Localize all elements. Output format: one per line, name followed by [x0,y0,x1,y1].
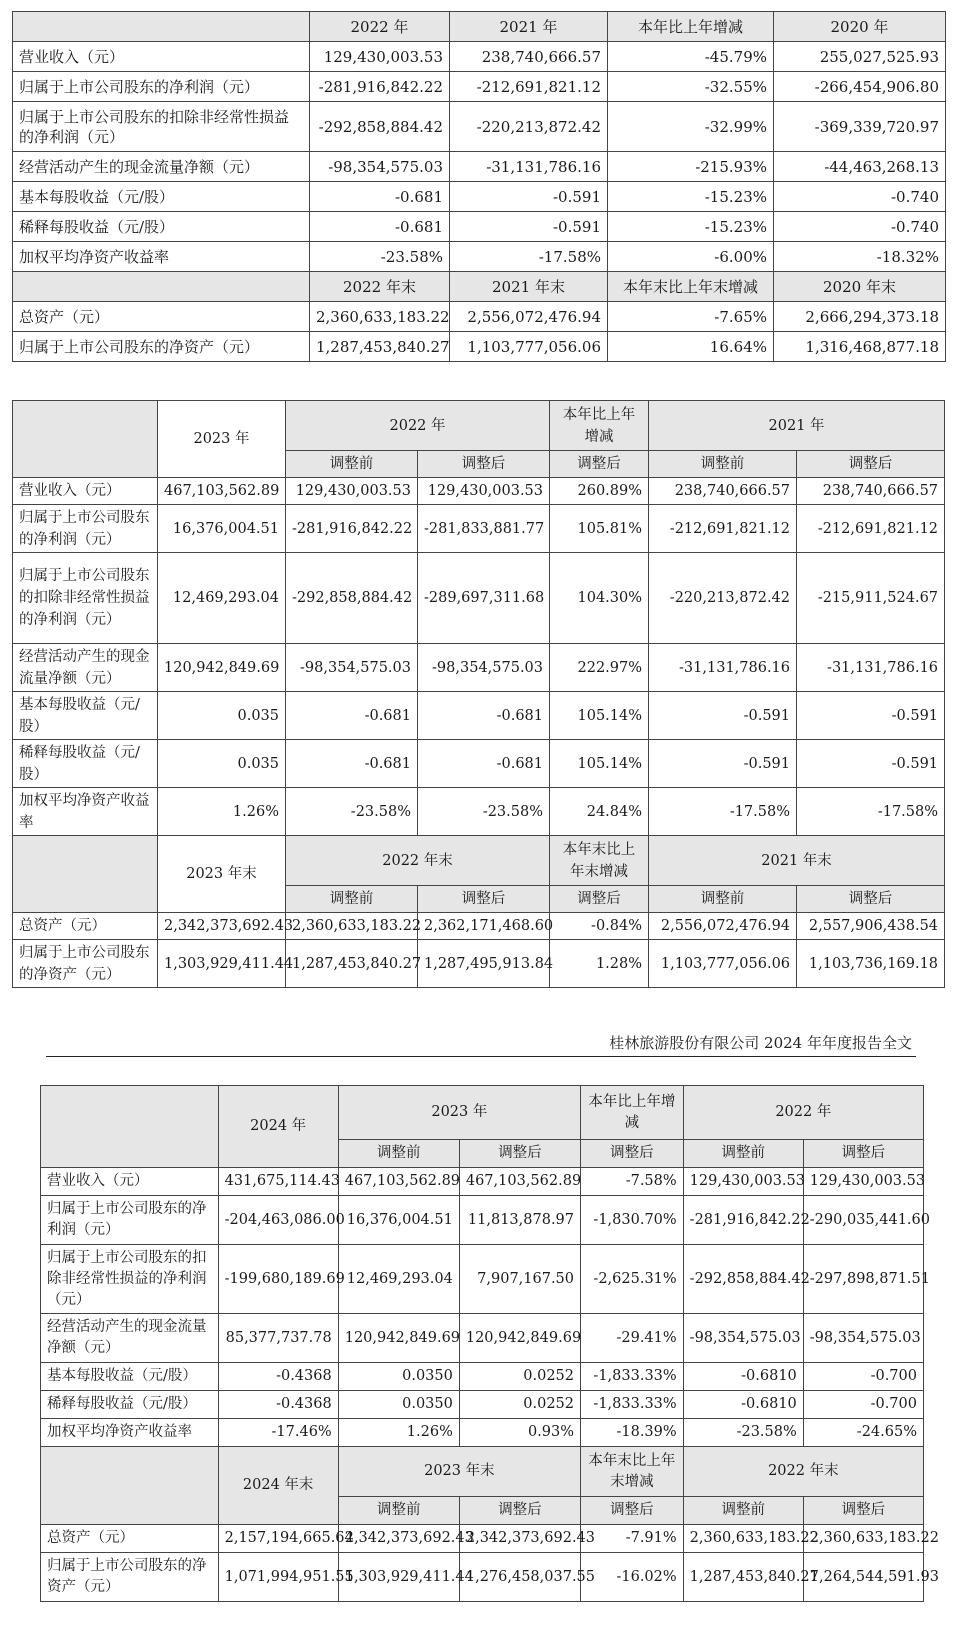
value-cell: 1.26% [158,788,286,836]
value-cell: 238,740,666.57 [649,478,797,505]
value-cell: -23.58% [286,788,418,836]
header-cell: 2023 年 [338,1086,580,1140]
value-cell: -0.681 [310,212,450,242]
subheader-cell: 调整后 [418,886,550,913]
row-label: 总资产（元） [13,302,310,332]
value-cell: -0.681 [310,182,450,212]
row-label: 总资产（元） [13,913,158,940]
value-cell: 12,469,293.04 [338,1245,459,1314]
value-cell: -0.591 [649,740,797,788]
value-cell: -0.591 [649,692,797,740]
value-cell: 431,675,114.43 [218,1168,338,1196]
table-row [13,332,946,362]
subheader-cell: 调整前 [338,1497,459,1525]
value-cell: 0.0350 [338,1363,459,1391]
value-cell: -0.6810 [683,1363,803,1391]
table-row [13,42,946,72]
table-row [41,1314,924,1363]
row-label: 加权平均净资产收益率 [41,1419,219,1447]
row-label: 基本每股收益（元/股） [13,692,158,740]
value-cell: -17.58% [797,788,945,836]
table-row [13,505,945,553]
value-cell: -0.681 [418,740,550,788]
value-cell: 16,376,004.51 [338,1196,459,1245]
value-cell: -1,830.70% [581,1196,684,1245]
value-cell: -292,858,884.42 [310,102,450,152]
value-cell: 16,376,004.51 [158,505,286,553]
value-cell: 467,103,562.89 [459,1168,580,1196]
header-corner [13,836,158,913]
table-row [41,1553,924,1602]
header-corner [13,401,158,478]
value-cell: 1,103,736,169.18 [797,940,945,988]
value-cell: -266,454,906.80 [774,72,946,102]
value-cell: 1,071,994,951.55 [218,1553,338,1602]
table-row [13,152,946,182]
table-row [13,692,945,740]
header-cell: 2021 年末 [649,836,945,886]
header-row [13,836,945,886]
value-cell: -369,339,720.97 [774,102,946,152]
table-row [13,553,945,644]
header-cell [13,12,310,42]
value-cell: -18.39% [581,1419,684,1447]
value-cell: -23.58% [310,242,450,272]
value-cell: -204,463,086.00 [218,1196,338,1245]
value-cell: 1.26% [338,1419,459,1447]
subheader-cell: 调整后 [418,451,550,478]
value-cell: 2,342,373,692.43 [338,1525,459,1553]
subheader-cell: 调整前 [683,1140,803,1168]
value-cell: 2,556,072,476.94 [450,302,608,332]
row-label: 稀释每股收益（元/股） [13,740,158,788]
row-label: 归属于上市公司股东的扣除非经常性损益的净利润（元） [41,1245,219,1314]
value-cell: -1,833.33% [581,1391,684,1419]
value-cell: -297,898,871.51 [803,1245,923,1314]
table-row [41,1363,924,1391]
value-cell: -31,131,786.16 [649,644,797,692]
value-cell: 1,287,495,913.84 [418,940,550,988]
table-row [41,1525,924,1553]
value-cell: -98,354,575.03 [286,644,418,692]
value-cell: -98,354,575.03 [803,1314,923,1363]
header-cell: 本年末比上年末增减 [550,836,649,886]
value-cell: -281,916,842.22 [286,505,418,553]
row-label: 营业收入（元） [41,1168,219,1196]
value-cell: -281,833,881.77 [418,505,550,553]
value-cell: -0.681 [286,740,418,788]
row-label: 归属于上市公司股东的净利润（元） [13,72,310,102]
header-cell: 2022 年 [683,1086,923,1140]
subheader-cell: 调整前 [649,451,797,478]
subheader-cell: 调整后 [797,451,945,478]
value-cell: -24.65% [803,1419,923,1447]
table-row [13,212,946,242]
value-cell: 2,362,171,468.60 [418,913,550,940]
header-cell: 2021 年 [649,401,945,451]
value-cell: -292,858,884.42 [683,1245,803,1314]
value-cell: 2,360,633,183.22 [310,302,450,332]
value-cell: 238,740,666.57 [797,478,945,505]
subheader-cell: 调整后 [550,886,649,913]
value-cell: -44,463,268.13 [774,152,946,182]
value-cell: 129,430,003.53 [803,1168,923,1196]
value-cell: -29.41% [581,1314,684,1363]
subheader-cell: 调整后 [797,886,945,913]
value-cell: 24.84% [550,788,649,836]
header-cell: 本年比上年增减 [608,12,774,42]
value-cell: -212,691,821.12 [450,72,608,102]
value-cell: 0.0350 [338,1391,459,1419]
value-cell: 1,276,458,037.55 [459,1553,580,1602]
value-cell: -98,354,575.03 [683,1314,803,1363]
value-cell: -98,354,575.03 [310,152,450,182]
value-cell: 120,942,849.69 [338,1314,459,1363]
value-cell: 1,103,777,056.06 [450,332,608,362]
value-cell: 105.14% [550,740,649,788]
header-cell: 本年末比上年末增减 [581,1447,684,1497]
header-cell: 2020 年末 [774,272,946,302]
value-cell: -6.00% [608,242,774,272]
value-cell: 2,556,072,476.94 [649,913,797,940]
header-cell [13,272,310,302]
header-row [13,12,946,42]
value-cell: -0.4368 [218,1391,338,1419]
subheader-cell: 调整前 [649,886,797,913]
value-cell: -7.91% [581,1525,684,1553]
row-label: 基本每股收益（元/股） [13,182,310,212]
value-cell: 467,103,562.89 [158,478,286,505]
value-cell: 85,377,737.78 [218,1314,338,1363]
header-cell: 2022 年末 [683,1447,923,1497]
value-cell: 0.0252 [459,1391,580,1419]
table-2024-summary [40,1085,939,1602]
value-cell: 0.035 [158,740,286,788]
table-row [13,478,945,505]
header-cell: 2020 年 [774,12,946,42]
value-cell: -281,916,842.22 [683,1196,803,1245]
table-row [41,1419,924,1447]
subheader-cell: 调整后 [581,1497,684,1525]
subheader-cell: 调整前 [286,451,418,478]
row-label: 加权平均净资产收益率 [13,788,158,836]
value-cell: -0.591 [797,692,945,740]
value-cell: 1,287,453,840.27 [286,940,418,988]
value-cell: -7.58% [581,1168,684,1196]
value-cell: 260.89% [550,478,649,505]
header-corner [41,1086,219,1168]
value-cell: 7,907,167.50 [459,1245,580,1314]
row-label: 归属于上市公司股东的净资产（元） [13,940,158,988]
report-caption: 桂林旅游股份有限公司 2024 年年度报告全文 [609,1034,912,1052]
value-cell: -290,035,441.60 [803,1196,923,1245]
value-cell: -0.700 [803,1391,923,1419]
value-cell: -32.99% [608,102,774,152]
value-cell: -0.740 [774,212,946,242]
value-cell: 238,740,666.57 [450,42,608,72]
value-cell: 104.30% [550,553,649,644]
value-cell: 129,430,003.53 [286,478,418,505]
value-cell: 1,303,929,411.44 [338,1553,459,1602]
subheader-cell: 调整后 [803,1497,923,1525]
value-cell: -0.591 [450,212,608,242]
value-cell: -7.65% [608,302,774,332]
value-cell: 2,360,633,183.22 [683,1525,803,1553]
table-row [13,72,946,102]
value-cell: -292,858,884.42 [286,553,418,644]
subheader-cell: 调整前 [683,1497,803,1525]
divider [46,1056,916,1057]
value-cell: 12,469,293.04 [158,553,286,644]
table-row [13,644,945,692]
value-cell: 1,303,929,411.44 [158,940,286,988]
value-cell: 2,157,194,665.64 [218,1525,338,1553]
value-cell: -0.591 [450,182,608,212]
value-cell: -15.23% [608,182,774,212]
row-label: 稀释每股收益（元/股） [41,1391,219,1419]
subheader-cell: 调整前 [286,886,418,913]
value-cell: 255,027,525.93 [774,42,946,72]
row-label: 稀释每股收益（元/股） [13,212,310,242]
value-cell: 467,103,562.89 [338,1168,459,1196]
header-cell: 本年比上年增减 [581,1086,684,1140]
value-cell: 2,360,633,183.22 [286,913,418,940]
value-cell: -220,213,872.42 [450,102,608,152]
value-cell: -0.681 [418,692,550,740]
row-label: 归属于上市公司股东的扣除非经常性损益的净利润（元） [13,553,158,644]
value-cell: -289,697,311.68 [418,553,550,644]
table-row [13,102,946,152]
value-cell: 2,557,906,438.54 [797,913,945,940]
header-row [13,401,945,451]
row-label: 营业收入（元） [13,42,310,72]
header-cell: 2023 年末 [158,836,286,913]
subheader-cell: 调整后 [581,1140,684,1168]
row-label: 归属于上市公司股东的净资产（元） [41,1553,219,1602]
subheader-cell: 调整后 [803,1140,923,1168]
header-corner [41,1447,219,1525]
header-cell: 本年比上年增减 [550,401,649,451]
table-row [13,302,946,332]
value-cell: 0.93% [459,1419,580,1447]
table-row [13,913,945,940]
value-cell: 120,942,849.69 [158,644,286,692]
value-cell: -16.02% [581,1553,684,1602]
row-label: 总资产（元） [41,1525,219,1553]
value-cell: -199,680,189.69 [218,1245,338,1314]
value-cell: -0.6810 [683,1391,803,1419]
subheader-cell: 调整后 [459,1140,580,1168]
value-cell: 1.28% [550,940,649,988]
value-cell: 2,666,294,373.18 [774,302,946,332]
value-cell: 120,942,849.69 [459,1314,580,1363]
value-cell: -212,691,821.12 [649,505,797,553]
table-row [41,1391,924,1419]
value-cell: -23.58% [418,788,550,836]
value-cell: -2,625.31% [581,1245,684,1314]
header-cell: 本年末比上年末增减 [608,272,774,302]
value-cell: 2,360,633,183.22 [803,1525,923,1553]
value-cell: 1,316,468,877.18 [774,332,946,362]
value-cell: -17.46% [218,1419,338,1447]
header-cell: 2022 年 [286,401,550,451]
value-cell: 129,430,003.53 [683,1168,803,1196]
subheader-cell: 调整前 [338,1140,459,1168]
value-cell: -18.32% [774,242,946,272]
header-cell: 2022 年 [310,12,450,42]
value-cell: 0.035 [158,692,286,740]
header-cell: 2021 年 [450,12,608,42]
value-cell: -0.740 [774,182,946,212]
value-cell: -32.55% [608,72,774,102]
header-cell: 2022 年末 [310,272,450,302]
subheader-cell: 调整后 [550,451,649,478]
value-cell: 16.64% [608,332,774,362]
table-row [41,1196,924,1245]
value-cell: 2,342,373,692.43 [158,913,286,940]
row-label: 加权平均净资产收益率 [13,242,310,272]
value-cell: 0.0252 [459,1363,580,1391]
value-cell: 105.14% [550,692,649,740]
value-cell: -17.58% [450,242,608,272]
row-label: 营业收入（元） [13,478,158,505]
value-cell: 11,813,878.97 [459,1196,580,1245]
value-cell: -220,213,872.42 [649,553,797,644]
header-cell: 2023 年末 [338,1447,580,1497]
value-cell: -45.79% [608,42,774,72]
row-label: 经营活动产生的现金流量净额（元） [13,152,310,182]
value-cell: -31,131,786.16 [450,152,608,182]
value-cell: 129,430,003.53 [418,478,550,505]
table-2023-summary [12,400,945,988]
row-label: 归属于上市公司股东的净资产（元） [13,332,310,362]
value-cell: 1,103,777,056.06 [649,940,797,988]
value-cell: -0.681 [286,692,418,740]
header-cell: 2024 年末 [218,1447,338,1525]
table-row [13,242,946,272]
value-cell: -212,691,821.12 [797,505,945,553]
header-cell: 2022 年末 [286,836,550,886]
value-cell: 1,287,453,840.27 [310,332,450,362]
value-cell: 1,287,453,840.27 [683,1553,803,1602]
value-cell: -23.58% [683,1419,803,1447]
header-row [41,1447,924,1497]
header-row [13,272,946,302]
value-cell: -1,833.33% [581,1363,684,1391]
value-cell: -0.4368 [218,1363,338,1391]
value-cell: -281,916,842.22 [310,72,450,102]
value-cell: -0.700 [803,1363,923,1391]
subheader-cell: 调整后 [459,1497,580,1525]
value-cell: -0.84% [550,913,649,940]
value-cell: 105.81% [550,505,649,553]
value-cell: -17.58% [649,788,797,836]
table-row [41,1168,924,1196]
table-row [13,940,945,988]
value-cell: -98,354,575.03 [418,644,550,692]
header-row [41,1086,924,1140]
row-label: 经营活动产生的现金流量净额（元） [41,1314,219,1363]
table-row [13,182,946,212]
row-label: 基本每股收益（元/股） [41,1363,219,1391]
table-2022-summary [12,11,946,362]
value-cell: 129,430,003.53 [310,42,450,72]
header-cell: 2024 年 [218,1086,338,1168]
header-cell: 2023 年 [158,401,286,478]
row-label: 经营活动产生的现金流量净额（元） [13,644,158,692]
value-cell: 222.97% [550,644,649,692]
row-label: 归属于上市公司股东的净利润（元） [41,1196,219,1245]
value-cell: -31,131,786.16 [797,644,945,692]
value-cell: -215,911,524.67 [797,553,945,644]
value-cell: -15.23% [608,212,774,242]
row-label: 归属于上市公司股东的净利润（元） [13,505,158,553]
table-row [41,1245,924,1314]
value-cell: -0.591 [797,740,945,788]
value-cell: -215.93% [608,152,774,182]
table-row [13,788,945,836]
header-cell: 2021 年末 [450,272,608,302]
value-cell: 1,264,544,591.93 [803,1553,923,1602]
row-label: 归属于上市公司股东的扣除非经常性损益的净利润（元） [13,102,310,152]
value-cell: 2,342,373,692.43 [459,1525,580,1553]
table-row [13,740,945,788]
